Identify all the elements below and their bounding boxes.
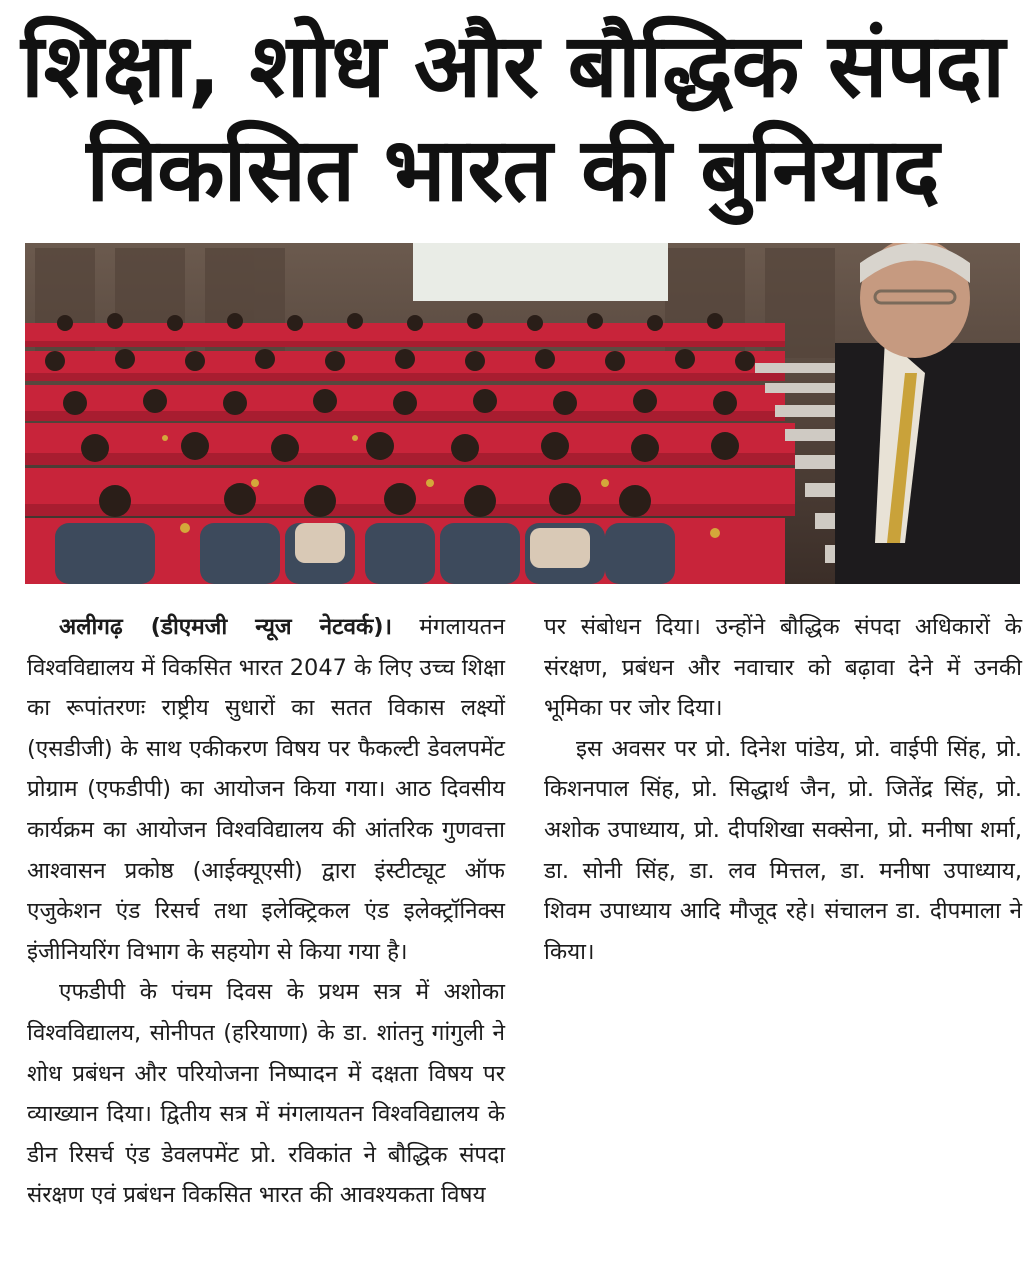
headline xyxy=(20,14,1005,222)
article-paragraph-1-text: मंगलायतन विश्वविद्यालय में विकसित भारत 2047 के लिए उच्च शिक्षा का रूपांतरणः राष्ट्रीय सुधारों का सतत विकास लक्ष्यों (एसडीजी) के साथ एकीकरण विषय पर फैकल्टी डेवलपमेंट प्रोग्राम (एफडीपी) का आयोजन किया गया। आठ दिवसीय कार्यक्रम का आयोजन विश्वविद्यालय की आंतरिक गुणवत्ता आश्वासन प्रकोष्ठ (आईक्यूएसी) द्वारा इंस्टीट्यूट ऑफ एजुकेशन एंड रिसर्च तथा इलेक्ट्रिकल एंड इलेक्ट्रॉनिक्स इंजीनियरिंग विभाग के सहयोग से किया गया है। xyxy=(27,614,505,965)
auditorium-photo xyxy=(25,243,1020,584)
dateline: अलीगढ़ (डीएमजी न्यूज नेटवर्क)। xyxy=(59,614,393,640)
article-paragraph-2-continued: पर संबोधन दिया। उन्होंने बौद्धिक संपदा अधिकारों के संरक्षण, प्रबंधन और नवाचार को बढ़ावा देने में उनकी भूमिका पर जोर दिया। xyxy=(544,614,1022,722)
article-column-right xyxy=(544,607,1022,972)
headline-line-2: विकसित भारत की बुनियाद xyxy=(86,118,939,221)
article-column-left xyxy=(27,607,505,1216)
article-paragraph-1 xyxy=(27,607,505,972)
article-paragraph-3: इस अवसर पर प्रो. दिनेश पांडेय, प्रो. वाईपी सिंह, प्रो. किशनपाल सिंह, प्रो. सिद्धार्थ जैन, प्रो. जितेंद्र सिंह, प्रो. अशोक उपाध्याय, प्रो. दीपशिखा सक्सेना, प्रो. मनीषा शर्मा, डा. सोनी सिंह, डा. लव मित्तल, डा. मनीषा उपाध्याय, शिवम उपाध्याय आदि मौजूद रहे। संचालन डा. दीपमाला ने किया। xyxy=(544,735,1022,965)
headline-line-1: शिक्षा, शोध और बौद्धिक संपदा xyxy=(21,14,1004,117)
article-paragraph-2: एफडीपी के पंचम दिवस के प्रथम सत्र में अशोका विश्वविद्यालय, सोनीपत (हरियाणा) के डा. शांतनु गांगुली ने शोध प्रबंधन और परियोजना निष्पादन में दक्षता विषय पर व्याख्यान दिया। द्वितीय सत्र में मंगलायतन विश्वविद्यालय के डीन रिसर्च एंड डेवलपमेंट प्रो. रविकांत ने बौद्धिक संपदा संरक्षण एवं प्रबंधन विकसित भारत की आवश्यकता विषय xyxy=(27,979,505,1209)
